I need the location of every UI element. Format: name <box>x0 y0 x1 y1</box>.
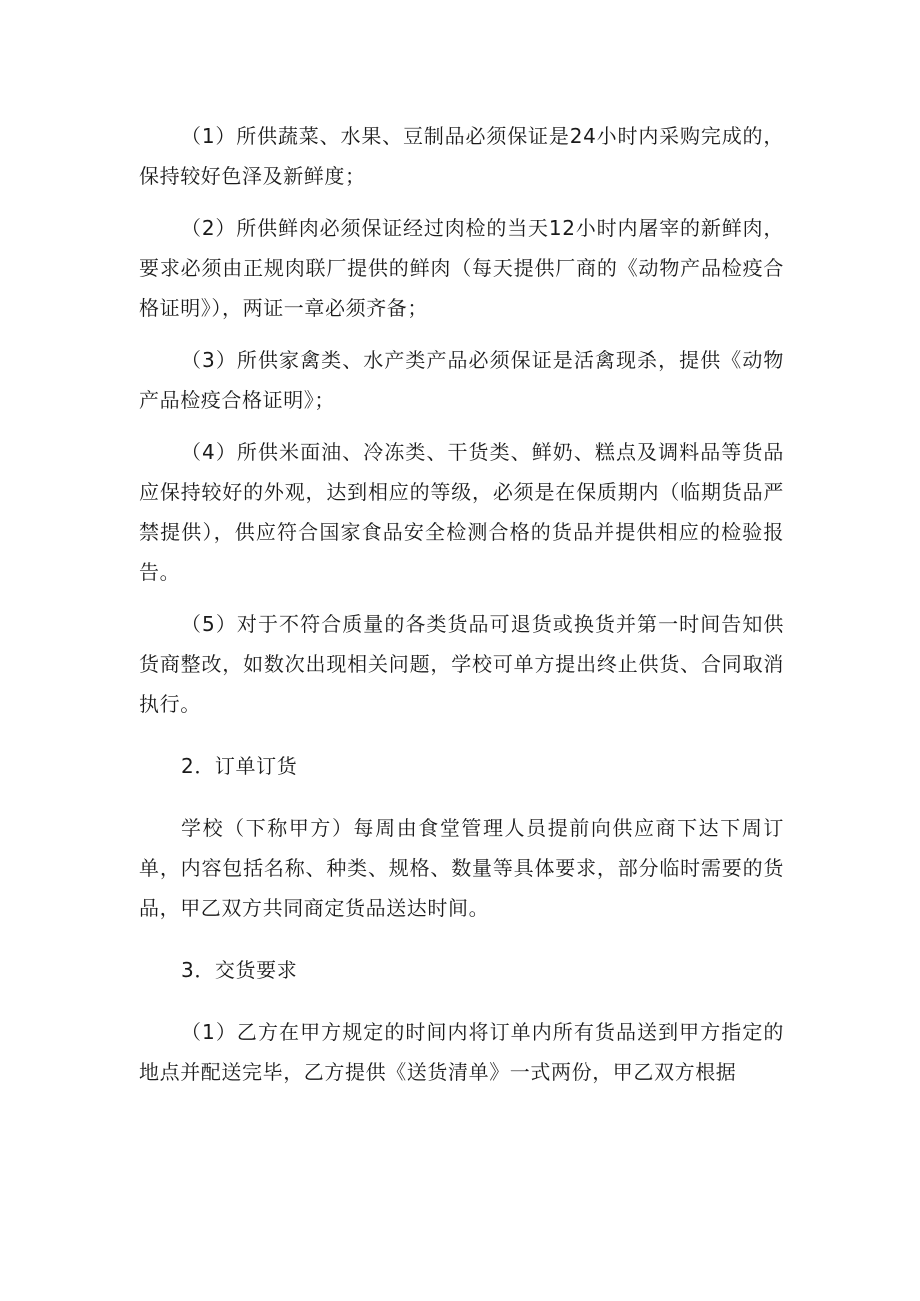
ordering-paragraph: 学校（下称甲方）每周由食堂管理人员提前向供应商下达下周订单，内容包括名称、种类、规格、数量等具体要求，部分临时需要的货品，甲乙双方共同商定货品送达时间。 <box>139 816 784 920</box>
clause-5-returns: （5）对于不符合质量的各类货品可退货或换货并第一时间告知供货商整改，如数次出现相关问题，学校可单方提出终止供货、合同取消执行。 <box>139 612 784 716</box>
section-heading-delivery: 3．交货要求 <box>181 958 298 982</box>
delivery-clause-1: （1）乙方在甲方规定的时间内将订单内所有货品送到甲方指定的地点并配送完毕，乙方提供《送货清单》一式两份，甲乙双方根据 <box>139 1020 784 1084</box>
clause-1-produce: （1）所供蔬菜、水果、豆制品必须保证是24小时内采购完成的，保持较好色泽及新鲜度； <box>139 124 784 188</box>
section-heading-ordering: 2．订单订货 <box>181 754 298 778</box>
clause-2-fresh-meat: （2）所供鲜肉必须保证经过肉检的当天12小时内屠宰的新鲜肉，要求必须由正规肉联厂提供的鲜肉（每天提供厂商的《动物产品检疫合格证明》），两证一章必须齐备； <box>139 216 784 320</box>
clause-4-dry-goods: （4）所供米面油、冷冻类、干货类、鲜奶、糕点及调料品等货品应保持较好的外观，达到相应的等级，必须是在保质期内（临期货品严禁提供），供应符合国家食品安全检测合格的货品并提供相应的检验报告。 <box>139 440 784 584</box>
document-body <box>139 116 784 1092</box>
clause-3-poultry-seafood: （3）所供家禽类、水产类产品必须保证是活禽现杀，提供《动物产品检疫合格证明》； <box>139 348 784 412</box>
